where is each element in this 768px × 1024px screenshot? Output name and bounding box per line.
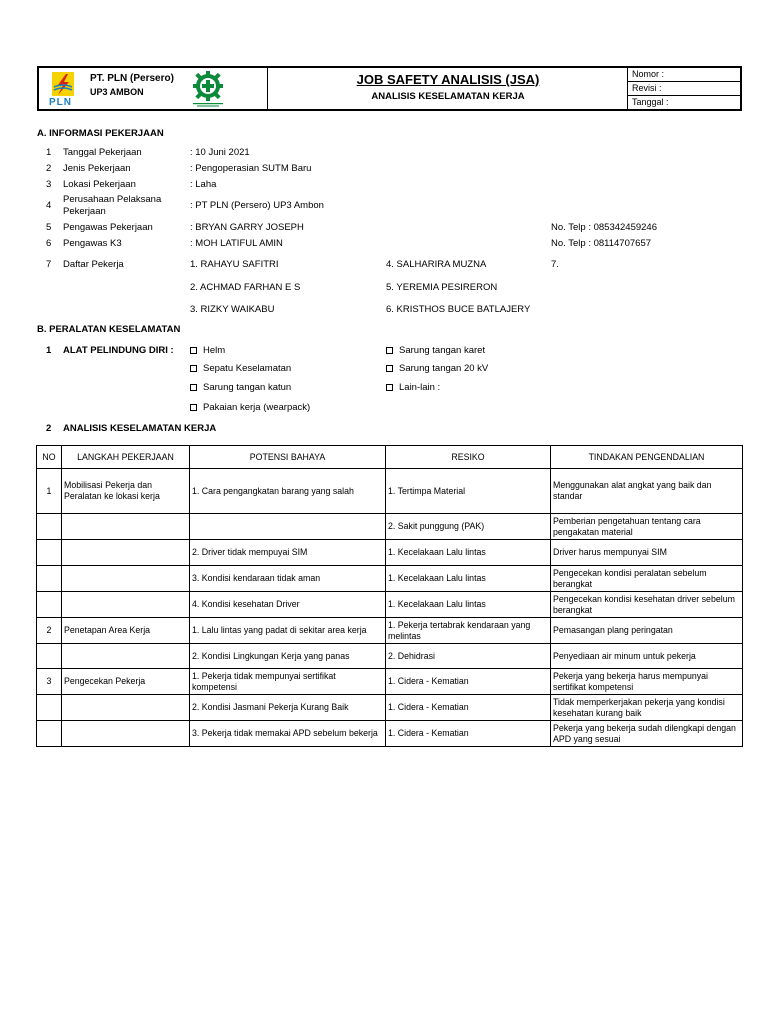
table-header-row bbox=[37, 446, 743, 469]
pln-logo-text: PLN bbox=[49, 97, 72, 108]
cell-risk: 1. Kecelakaan Lalu lintas bbox=[386, 540, 551, 566]
apd-item-label: Helm bbox=[203, 345, 226, 356]
info-value: : PT PLN (Persero) UP3 Ambon bbox=[190, 200, 324, 211]
document-subtitle: ANALISIS KESELAMATAN KERJA bbox=[371, 91, 525, 102]
cell-no bbox=[37, 644, 62, 669]
cell-control: Menggunakan alat angkat yang baik dan standar bbox=[551, 469, 743, 514]
cell-hazard: 2. Kondisi Lingkungan Kerja yang panas bbox=[190, 644, 386, 669]
pln-logo bbox=[46, 71, 82, 109]
cell-step bbox=[62, 540, 190, 566]
cell-hazard: 2. Driver tidak mempuyai SIM bbox=[190, 540, 386, 566]
cell-no: 3 bbox=[37, 669, 62, 695]
row-number: 1 bbox=[46, 147, 52, 158]
cell-hazard: 1. Pekerja tidak mempunyai sertifikat kompetensi bbox=[190, 669, 386, 695]
cell-control: Pemasangan plang peringatan bbox=[551, 618, 743, 644]
info-value: : BRYAN GARRY JOSEPH bbox=[190, 222, 304, 233]
cell-step bbox=[62, 592, 190, 618]
apd-item-label: Sepatu Keselamatan bbox=[203, 363, 292, 374]
cell-hazard: 2. Kondisi Jasmani Pekerja Kurang Baik bbox=[190, 695, 386, 721]
cell-step: Mobilisasi Pekerja dan Peralatan ke lokasi kerja bbox=[62, 469, 190, 514]
apd-item-label: Lain-lain : bbox=[399, 382, 441, 393]
cell-no bbox=[37, 695, 62, 721]
cell-risk: 1. Cidera - Kematian bbox=[386, 669, 551, 695]
checkbox-icon bbox=[190, 365, 197, 372]
phone-number: No. Telp : 08114707657 bbox=[551, 238, 652, 249]
document-header bbox=[37, 66, 742, 111]
apd-sarung-katun bbox=[190, 382, 291, 393]
table-row bbox=[37, 721, 743, 747]
k3-logo bbox=[189, 70, 227, 108]
row-number: 7 bbox=[46, 259, 52, 270]
col-header-step: LANGKAH PEKERJAAN bbox=[62, 446, 190, 469]
checkbox-icon bbox=[386, 384, 393, 391]
row-number: 3 bbox=[46, 179, 52, 190]
table-row bbox=[37, 592, 743, 618]
info-label: Tanggal Pekerjaan bbox=[63, 147, 142, 158]
col-header-risk: RESIKO bbox=[386, 446, 551, 469]
worker-name: 7. bbox=[551, 259, 559, 270]
row-number: 4 bbox=[46, 200, 52, 211]
revisi-field: Revisi : bbox=[628, 83, 740, 96]
cell-no: 2 bbox=[37, 618, 62, 644]
document-title: JOB SAFETY ANALISIS (JSA) bbox=[356, 72, 540, 87]
row-number: 1 bbox=[46, 345, 52, 356]
cell-hazard: 4. Kondisi kesehatan Driver bbox=[190, 592, 386, 618]
col-header-hazard: POTENSI BAHAYA bbox=[190, 446, 386, 469]
document-meta bbox=[628, 68, 740, 109]
info-value: : Laha bbox=[190, 179, 217, 190]
cell-risk: 1. Cidera - Kematian bbox=[386, 721, 551, 747]
worker-name: 6. KRISTHOS BUCE BATLAJERY bbox=[386, 304, 531, 315]
phone-number: No. Telp : 085342459246 bbox=[551, 222, 657, 233]
cell-step bbox=[62, 721, 190, 747]
cell-hazard bbox=[190, 514, 386, 540]
info-value: : Pengoperasian SUTM Baru bbox=[190, 163, 312, 174]
cell-no bbox=[37, 721, 62, 747]
checkbox-icon bbox=[386, 347, 393, 354]
info-value: : 10 Juni 2021 bbox=[190, 147, 250, 158]
info-label: Jenis Pekerjaan bbox=[63, 163, 131, 174]
cell-no: 1 bbox=[37, 469, 62, 514]
cell-step bbox=[62, 695, 190, 721]
cell-no bbox=[37, 514, 62, 540]
apd-sarung-20kv bbox=[386, 363, 488, 374]
table-row bbox=[37, 644, 743, 669]
row-number: 2 bbox=[46, 163, 52, 174]
row-number: 6 bbox=[46, 238, 52, 249]
worker-name: 1. RAHAYU SAFITRI bbox=[190, 259, 279, 270]
checkbox-icon bbox=[386, 365, 393, 372]
table-row bbox=[37, 540, 743, 566]
cell-no bbox=[37, 566, 62, 592]
cell-risk: 1. Kecelakaan Lalu lintas bbox=[386, 592, 551, 618]
apd-item-label: Sarung tangan 20 kV bbox=[399, 363, 489, 374]
nomor-field: Nomor : bbox=[628, 69, 740, 82]
cell-hazard: 1. Cara pengangkatan barang yang salah bbox=[190, 469, 386, 514]
apd-lain-lain bbox=[386, 382, 440, 393]
cell-risk: 2. Dehidrasi bbox=[386, 644, 551, 669]
apd-label: ALAT PELINDUNG DIRI : bbox=[63, 345, 174, 356]
apd-helm bbox=[190, 345, 225, 356]
cell-hazard: 1. Lalu lintas yang padat di sekitar area kerja bbox=[190, 618, 386, 644]
cell-control: Pekerja yang bekerja sudah dilengkapi dengan APD yang sesuai bbox=[551, 721, 743, 747]
cell-risk: 1. Kecelakaan Lalu lintas bbox=[386, 566, 551, 592]
row-number: 5 bbox=[46, 222, 52, 233]
worker-name: 2. ACHMAD FARHAN E S bbox=[190, 282, 301, 293]
cell-control: Pengecekan kondisi kesehatan driver sebelum berangkat bbox=[551, 592, 743, 618]
section-b-title: B. PERALATAN KESELAMATAN bbox=[37, 324, 181, 335]
apd-sepatu bbox=[190, 363, 291, 374]
company-name: PT. PLN (Persero) bbox=[90, 73, 174, 84]
cell-control: Pekerja yang bekerja harus mempunyai sertifikat kompetensi bbox=[551, 669, 743, 695]
worker-name: 5. YEREMIA PESIRERON bbox=[386, 282, 498, 293]
section-a-title: A. INFORMASI PEKERJAAN bbox=[37, 128, 164, 139]
info-label: Perusahaan Pelaksana Pekerjaan bbox=[63, 194, 162, 217]
cell-no bbox=[37, 592, 62, 618]
cell-control: Tidak memperkerjakan pekerja yang kondisi kesehatan kurang baik bbox=[551, 695, 743, 721]
table-row bbox=[37, 669, 743, 695]
col-header-no: NO bbox=[37, 446, 62, 469]
apd-item-label: Pakaian kerja (wearpack) bbox=[203, 402, 311, 413]
info-label: Pengawas Pekerjaan bbox=[63, 222, 153, 233]
tanggal-field: Tanggal : bbox=[632, 97, 669, 107]
col-header-control: TINDAKAN PENGENDALIAN bbox=[551, 446, 743, 469]
cell-step: Pengecekan Pekerja bbox=[62, 669, 190, 695]
cell-step bbox=[62, 514, 190, 540]
apd-wearpack bbox=[190, 402, 310, 413]
cell-risk: 1. Pekerja tertabrak kendaraan yang melintas bbox=[386, 618, 551, 644]
info-label: Pengawas K3 bbox=[63, 238, 122, 249]
checkbox-icon bbox=[190, 384, 197, 391]
worker-name: 4. SALHARIRA MUZNA bbox=[386, 259, 487, 270]
cell-hazard: 3. Kondisi kendaraan tidak aman bbox=[190, 566, 386, 592]
cell-control: Pengecekan kondisi peralatan sebelum berangkat bbox=[551, 566, 743, 592]
cell-step: Penetapan Area Kerja bbox=[62, 618, 190, 644]
checkbox-icon bbox=[190, 404, 197, 411]
table-row bbox=[37, 618, 743, 644]
row-number: 2 bbox=[46, 423, 52, 434]
checkbox-icon bbox=[190, 347, 197, 354]
cell-risk: 1. Tertimpa Material bbox=[386, 469, 551, 514]
analysis-label: ANALISIS KESELAMATAN KERJA bbox=[63, 423, 217, 434]
cell-step bbox=[62, 566, 190, 592]
cell-control: Driver harus mempunyai SIM bbox=[551, 540, 743, 566]
cell-no bbox=[37, 540, 62, 566]
cell-control: Penyediaan air minum untuk pekerja bbox=[551, 644, 743, 669]
worker-name: 3. RIZKY WAIKABU bbox=[190, 304, 275, 315]
table-row bbox=[37, 469, 743, 514]
table-row bbox=[37, 695, 743, 721]
apd-item-label: Sarung tangan katun bbox=[203, 382, 292, 393]
apd-item-label: Sarung tangan karet bbox=[399, 345, 486, 356]
cell-step bbox=[62, 644, 190, 669]
cell-hazard: 3. Pekerja tidak memakai APD sebelum bekerja bbox=[190, 721, 386, 747]
table-row bbox=[37, 566, 743, 592]
cell-risk: 1. Cidera - Kematian bbox=[386, 695, 551, 721]
apd-sarung-karet bbox=[386, 345, 485, 356]
jsa-table bbox=[36, 445, 743, 747]
info-label: Lokasi Pekerjaan bbox=[63, 179, 136, 190]
unit-name: UP3 AMBON bbox=[90, 87, 144, 97]
table-row bbox=[37, 514, 743, 540]
workers-label: Daftar Pekerja bbox=[63, 259, 124, 270]
info-value: : MOH LATIFUL AMIN bbox=[190, 238, 283, 249]
cell-control: Pemberian pengetahuan tentang cara pengakatan material bbox=[551, 514, 743, 540]
cell-risk: 2. Sakit punggung (PAK) bbox=[386, 514, 551, 540]
